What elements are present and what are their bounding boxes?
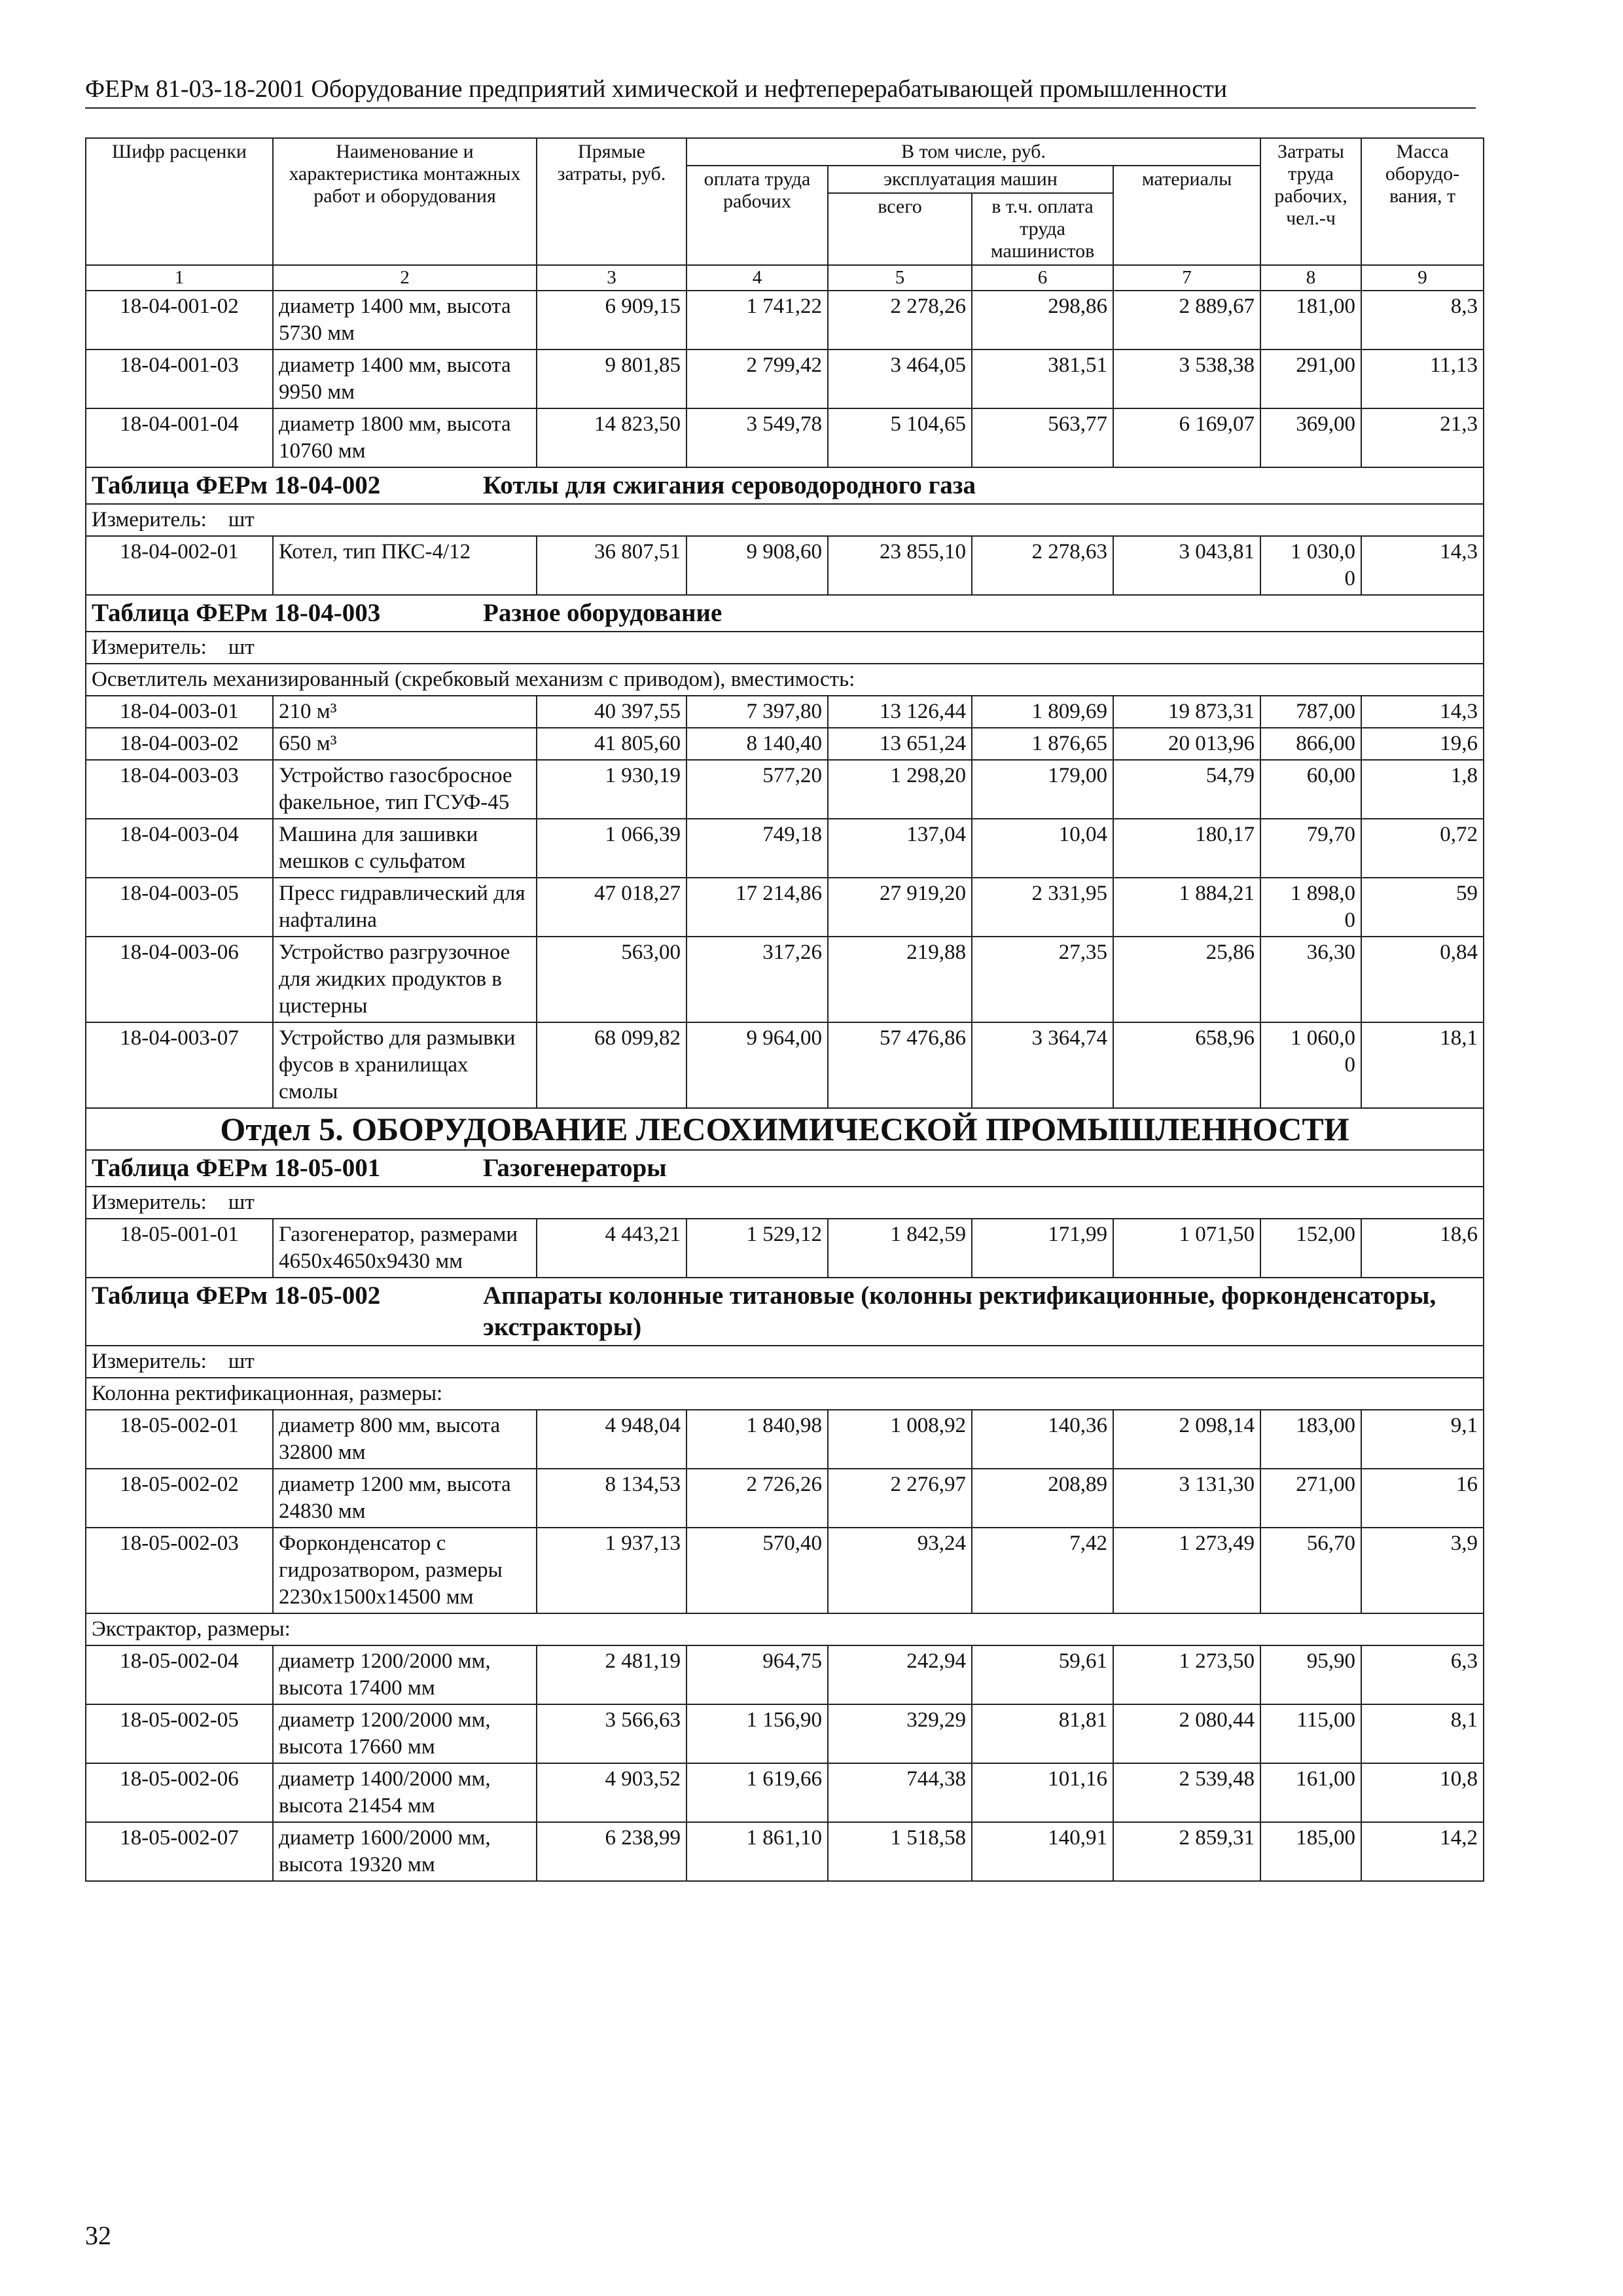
col-labor-cost-header: Затраты труда рабочих, чел.-ч (1260, 138, 1361, 265)
measure-row (86, 504, 1484, 536)
cell-code: 18-05-001-01 (86, 1219, 273, 1278)
cell-code: 18-04-001-03 (86, 350, 273, 408)
cell-labor-pay: 8 140,40 (687, 728, 828, 760)
cell-mass: 18,6 (1361, 1219, 1484, 1278)
cell-mass: 14,3 (1361, 536, 1484, 595)
cell-labor-pay: 2 726,26 (687, 1469, 828, 1528)
column-number: 7 (1113, 265, 1260, 291)
column-number: 1 (86, 265, 273, 291)
subgroup-label: Экстрактор, размеры: (86, 1613, 1484, 1645)
cell-machines-total: 2 278,26 (828, 291, 972, 350)
cell-direct-cost: 40 397,55 (537, 696, 687, 728)
cell-labor-hours: 183,00 (1260, 1410, 1361, 1469)
column-number: 9 (1361, 265, 1484, 291)
table-title-row (86, 595, 1484, 632)
cell-machinists-pay: 27,35 (972, 937, 1113, 1022)
cell-direct-cost: 3 566,63 (537, 1704, 687, 1763)
cell-mass: 9,1 (1361, 1410, 1484, 1469)
cell-direct-cost: 8 134,53 (537, 1469, 687, 1528)
cell-direct-cost: 1 937,13 (537, 1528, 687, 1613)
cell-labor-pay: 570,40 (687, 1528, 828, 1613)
table-title: Аппараты колонные титановые (колонны ректификационные, форконденсаторы, экстракторы) (483, 1282, 1436, 1341)
cell-machinists-pay: 7,42 (972, 1528, 1113, 1613)
col-name-header: Наименование и характеристика монтажных работ и оборудования (273, 138, 537, 265)
cell-labor-hours: 787,00 (1260, 696, 1361, 728)
subgroup-label: Колонна ректификационная, размеры: (86, 1378, 1484, 1410)
cell-mass: 59 (1361, 878, 1484, 937)
cell-machinists-pay: 298,86 (972, 291, 1113, 350)
cell-labor-pay: 1 840,98 (687, 1410, 828, 1469)
cell-machines-total: 329,29 (828, 1704, 972, 1763)
measure-label: Измеритель: шт (86, 504, 1484, 536)
cell-code: 18-04-003-04 (86, 819, 273, 878)
table-row (86, 696, 1484, 728)
cell-labor-pay: 964,75 (687, 1645, 828, 1704)
table-number: Таблица ФЕРм 18-05-001 (92, 1154, 381, 1182)
col-machines-total-header: всего (828, 193, 972, 265)
cell-mass: 0,84 (1361, 937, 1484, 1022)
department-row (86, 1108, 1484, 1150)
table-row (86, 1528, 1484, 1613)
cell-labor-hours: 60,00 (1260, 760, 1361, 819)
department-title: Отдел 5. ОБОРУДОВАНИЕ ЛЕСОХИМИЧЕСКОЙ ПРОМЫШЛЕННОСТИ (86, 1108, 1484, 1150)
cell-name: диаметр 1400 мм, высота 9950 мм (273, 350, 537, 408)
table-row (86, 878, 1484, 937)
cell-direct-cost: 6 238,99 (537, 1822, 687, 1881)
cell-machinists-pay: 2 278,63 (972, 536, 1113, 595)
cell-machinists-pay: 59,61 (972, 1645, 1113, 1704)
cell-machinists-pay: 171,99 (972, 1219, 1113, 1278)
table-title: Котлы для сжигания сероводородного газа (483, 471, 976, 499)
measure-label: Измеритель: шт (86, 1187, 1484, 1219)
cell-mass: 6,3 (1361, 1645, 1484, 1704)
cell-labor-pay: 1 741,22 (687, 291, 828, 350)
cell-direct-cost: 9 801,85 (537, 350, 687, 408)
cell-machines-total: 2 276,97 (828, 1469, 972, 1528)
cell-direct-cost: 4 443,21 (537, 1219, 687, 1278)
table-row (86, 1822, 1484, 1881)
cell-labor-pay: 577,20 (687, 760, 828, 819)
table-row (86, 1022, 1484, 1108)
table-row (86, 291, 1484, 350)
cell-machines-total: 5 104,65 (828, 408, 972, 467)
cell-direct-cost: 4 903,52 (537, 1763, 687, 1822)
cell-labor-hours: 369,00 (1260, 408, 1361, 467)
table-row (86, 1704, 1484, 1763)
cell-labor-hours: 79,70 (1260, 819, 1361, 878)
cell-machinists-pay: 140,91 (972, 1822, 1113, 1881)
cell-name: диаметр 1200 мм, высота 24830 мм (273, 1469, 537, 1528)
col-machines-header: эксплуатация машин (828, 166, 1113, 193)
cell-labor-pay: 9 964,00 (687, 1022, 828, 1108)
cell-materials: 25,86 (1113, 937, 1260, 1022)
cell-direct-cost: 41 805,60 (537, 728, 687, 760)
cell-labor-pay: 1 861,10 (687, 1822, 828, 1881)
cell-name: Пресс гидравлический для нафталина (273, 878, 537, 937)
cell-direct-cost: 6 909,15 (537, 291, 687, 350)
cell-direct-cost: 1 066,39 (537, 819, 687, 878)
cell-machines-total: 1 298,20 (828, 760, 972, 819)
col-labor-pay-header: оплата труда рабочих (687, 166, 828, 265)
cell-mass: 3,9 (1361, 1528, 1484, 1613)
cell-machinists-pay: 3 364,74 (972, 1022, 1113, 1108)
cell-machinists-pay: 101,16 (972, 1763, 1113, 1822)
cell-machinists-pay: 140,36 (972, 1410, 1113, 1469)
column-number: 2 (273, 265, 537, 291)
table-row (86, 760, 1484, 819)
cell-labor-hours: 1 898,0 0 (1260, 878, 1361, 937)
table-row (86, 536, 1484, 595)
cell-code: 18-04-001-04 (86, 408, 273, 467)
page-number: 32 (85, 2221, 111, 2250)
cell-labor-pay: 7 397,80 (687, 696, 828, 728)
cell-materials: 2 889,67 (1113, 291, 1260, 350)
cell-labor-hours: 152,00 (1260, 1219, 1361, 1278)
cell-materials: 1 273,49 (1113, 1528, 1260, 1613)
cell-name: диаметр 1400 мм, высота 5730 мм (273, 291, 537, 350)
cell-machinists-pay: 563,77 (972, 408, 1113, 467)
cell-materials: 3 538,38 (1113, 350, 1260, 408)
table-title-row (86, 1150, 1484, 1187)
cell-labor-hours: 56,70 (1260, 1528, 1361, 1613)
cell-code: 18-04-003-03 (86, 760, 273, 819)
col-mass-header: Масса оборудо-вания, т (1361, 138, 1484, 265)
subgroup-label: Осветлитель механизированный (скребковый механизм с приводом), вместимость: (86, 664, 1484, 696)
column-number: 5 (828, 265, 972, 291)
cell-mass: 11,13 (1361, 350, 1484, 408)
rows-group (86, 1410, 1484, 1613)
cell-code: 18-04-003-05 (86, 878, 273, 937)
measure-row (86, 1187, 1484, 1219)
cell-mass: 19,6 (1361, 728, 1484, 760)
table-title: Газогенераторы (483, 1154, 667, 1182)
table-row (86, 1219, 1484, 1278)
cell-labor-pay: 317,26 (687, 937, 828, 1022)
cell-mass: 14,2 (1361, 1822, 1484, 1881)
cell-materials: 1 071,50 (1113, 1219, 1260, 1278)
page-header: ФЕРм 81-03-18-2001 Оборудование предприятий химической и нефтеперерабатывающей промышленности (85, 75, 1476, 109)
cell-machines-total: 3 464,05 (828, 350, 972, 408)
cell-machines-total: 1 518,58 (828, 1822, 972, 1881)
cell-materials: 658,96 (1113, 1022, 1260, 1108)
col-machinists-pay-header: в т.ч. оплата труда машинистов (972, 193, 1113, 265)
measure-row (86, 1346, 1484, 1378)
cell-materials: 3 131,30 (1113, 1469, 1260, 1528)
table-row (86, 1645, 1484, 1704)
cell-materials: 2 098,14 (1113, 1410, 1260, 1469)
table-number: Таблица ФЕРм 18-05-002 (92, 1282, 381, 1310)
cell-materials: 19 873,31 (1113, 696, 1260, 728)
rows-group (86, 1645, 1484, 1881)
cell-code: 18-04-002-01 (86, 536, 273, 595)
cell-machines-total: 1 008,92 (828, 1410, 972, 1469)
subgroup-row (86, 664, 1484, 696)
cell-machinists-pay: 1 809,69 (972, 696, 1113, 728)
cell-labor-pay: 1 529,12 (687, 1219, 828, 1278)
cell-materials: 2 859,31 (1113, 1822, 1260, 1881)
col-materials-header: материалы (1113, 166, 1260, 265)
cell-direct-cost: 4 948,04 (537, 1410, 687, 1469)
table-row (86, 1763, 1484, 1822)
cell-machines-total: 27 919,20 (828, 878, 972, 937)
cell-code: 18-05-002-02 (86, 1469, 273, 1528)
cell-name: Устройство разгрузочное для жидких продуктов в цистерны (273, 937, 537, 1022)
measure-label: Измеритель: шт (86, 1346, 1484, 1378)
cell-materials: 20 013,96 (1113, 728, 1260, 760)
cell-labor-pay: 17 214,86 (687, 878, 828, 937)
rows-group (86, 536, 1484, 595)
column-number: 3 (537, 265, 687, 291)
cell-mass: 21,3 (1361, 408, 1484, 467)
cell-name: 650 м³ (273, 728, 537, 760)
cell-labor-pay: 2 799,42 (687, 350, 828, 408)
cell-name: диаметр 1600/2000 мм, высота 19320 мм (273, 1822, 537, 1881)
rows-group (86, 696, 1484, 1108)
measure-label: Измеритель: шт (86, 632, 1484, 664)
cell-labor-hours: 95,90 (1260, 1645, 1361, 1704)
cell-materials: 2 080,44 (1113, 1704, 1260, 1763)
cell-code: 18-05-002-01 (86, 1410, 273, 1469)
cell-code: 18-04-003-01 (86, 696, 273, 728)
cell-labor-hours: 866,00 (1260, 728, 1361, 760)
cell-labor-hours: 1 060,0 0 (1260, 1022, 1361, 1108)
column-number: 4 (687, 265, 828, 291)
cell-machinists-pay: 381,51 (972, 350, 1113, 408)
table-number: Таблица ФЕРм 18-04-003 (92, 599, 381, 627)
cell-machinists-pay: 208,89 (972, 1469, 1113, 1528)
col-code-header: Шифр расценки (86, 138, 273, 265)
cell-mass: 14,3 (1361, 696, 1484, 728)
rows-group (86, 291, 1484, 467)
cell-mass: 18,1 (1361, 1022, 1484, 1108)
cell-machines-total: 137,04 (828, 819, 972, 878)
table-row (86, 937, 1484, 1022)
cell-labor-hours: 185,00 (1260, 1822, 1361, 1881)
cell-materials: 1 273,50 (1113, 1645, 1260, 1704)
cell-direct-cost: 1 930,19 (537, 760, 687, 819)
cell-name: диаметр 1200/2000 мм, высота 17660 мм (273, 1704, 537, 1763)
cell-labor-hours: 1 030,0 0 (1260, 536, 1361, 595)
cell-name: Котел, тип ПКС-4/12 (273, 536, 537, 595)
cell-labor-pay: 1 619,66 (687, 1763, 828, 1822)
table-title-row (86, 467, 1484, 504)
cell-direct-cost: 14 823,50 (537, 408, 687, 467)
rates-table (85, 137, 1484, 1882)
table-header-row (86, 138, 1484, 166)
column-numbers-row (86, 265, 1484, 291)
table-row (86, 728, 1484, 760)
cell-labor-hours: 36,30 (1260, 937, 1361, 1022)
cell-code: 18-05-002-03 (86, 1528, 273, 1613)
cell-machines-total: 23 855,10 (828, 536, 972, 595)
cell-labor-pay: 9 908,60 (687, 536, 828, 595)
cell-direct-cost: 2 481,19 (537, 1645, 687, 1704)
cell-mass: 10,8 (1361, 1763, 1484, 1822)
cell-name: диаметр 1800 мм, высота 10760 мм (273, 408, 537, 467)
table-row (86, 408, 1484, 467)
cell-mass: 8,1 (1361, 1704, 1484, 1763)
table-title-row (86, 1278, 1484, 1346)
cell-name: Устройство газосбросное факельное, тип ГСУФ-45 (273, 760, 537, 819)
subgroup-row (86, 1378, 1484, 1410)
cell-direct-cost: 563,00 (537, 937, 687, 1022)
cell-name: диаметр 1200/2000 мм, высота 17400 мм (273, 1645, 537, 1704)
cell-machines-total: 13 651,24 (828, 728, 972, 760)
table-number: Таблица ФЕРм 18-04-002 (92, 471, 381, 499)
cell-code: 18-04-003-02 (86, 728, 273, 760)
cell-name: диаметр 1400/2000 мм, высота 21454 мм (273, 1763, 537, 1822)
subgroup-row (86, 1613, 1484, 1645)
cell-code: 18-04-003-07 (86, 1022, 273, 1108)
table-row (86, 1410, 1484, 1469)
cell-mass: 16 (1361, 1469, 1484, 1528)
cell-labor-pay: 3 549,78 (687, 408, 828, 467)
cell-mass: 8,3 (1361, 291, 1484, 350)
cell-machines-total: 219,88 (828, 937, 972, 1022)
cell-labor-hours: 291,00 (1260, 350, 1361, 408)
cell-name: Газогенератор, размерами 4650x4650x9430 мм (273, 1219, 537, 1278)
cell-name: диаметр 800 мм, высота 32800 мм (273, 1410, 537, 1469)
cell-name: 210 м³ (273, 696, 537, 728)
table-row (86, 819, 1484, 878)
cell-code: 18-05-002-06 (86, 1763, 273, 1822)
cell-machinists-pay: 1 876,65 (972, 728, 1113, 760)
cell-labor-pay: 749,18 (687, 819, 828, 878)
cell-materials: 3 043,81 (1113, 536, 1260, 595)
cell-machinists-pay: 2 331,95 (972, 878, 1113, 937)
cell-machines-total: 13 126,44 (828, 696, 972, 728)
cell-labor-hours: 271,00 (1260, 1469, 1361, 1528)
cell-name: Машина для зашивки мешков с сульфатом (273, 819, 537, 878)
cell-machines-total: 93,24 (828, 1528, 972, 1613)
measure-row (86, 632, 1484, 664)
table-row (86, 350, 1484, 408)
cell-code: 18-05-002-07 (86, 1822, 273, 1881)
table-title: Разное оборудование (483, 599, 722, 627)
cell-labor-pay: 1 156,90 (687, 1704, 828, 1763)
table-row (86, 1469, 1484, 1528)
cell-mass: 1,8 (1361, 760, 1484, 819)
cell-machines-total: 57 476,86 (828, 1022, 972, 1108)
rows-group (86, 1219, 1484, 1278)
cell-machines-total: 744,38 (828, 1763, 972, 1822)
cell-labor-hours: 181,00 (1260, 291, 1361, 350)
cell-code: 18-04-003-06 (86, 937, 273, 1022)
cell-machines-total: 1 842,59 (828, 1219, 972, 1278)
cell-materials: 54,79 (1113, 760, 1260, 819)
col-incl-header: В том числе, руб. (687, 138, 1260, 166)
cell-name: Устройство для размывки фусов в хранилищах смолы (273, 1022, 537, 1108)
cell-code: 18-04-001-02 (86, 291, 273, 350)
cell-code: 18-05-002-04 (86, 1645, 273, 1704)
cell-name: Форконденсатор с гидрозатвором, размеры 2230x1500x14500 мм (273, 1528, 537, 1613)
cell-machinists-pay: 81,81 (972, 1704, 1113, 1763)
cell-direct-cost: 36 807,51 (537, 536, 687, 595)
cell-machines-total: 242,94 (828, 1645, 972, 1704)
col-direct-header: Прямые затраты, руб. (537, 138, 687, 265)
cell-labor-hours: 161,00 (1260, 1763, 1361, 1822)
cell-code: 18-05-002-05 (86, 1704, 273, 1763)
cell-direct-cost: 68 099,82 (537, 1022, 687, 1108)
cell-mass: 0,72 (1361, 819, 1484, 878)
cell-direct-cost: 47 018,27 (537, 878, 687, 937)
cell-materials: 2 539,48 (1113, 1763, 1260, 1822)
cell-materials: 6 169,07 (1113, 408, 1260, 467)
cell-machinists-pay: 179,00 (972, 760, 1113, 819)
column-number: 8 (1260, 265, 1361, 291)
column-number: 6 (972, 265, 1113, 291)
cell-labor-hours: 115,00 (1260, 1704, 1361, 1763)
cell-materials: 1 884,21 (1113, 878, 1260, 937)
cell-materials: 180,17 (1113, 819, 1260, 878)
cell-machinists-pay: 10,04 (972, 819, 1113, 878)
